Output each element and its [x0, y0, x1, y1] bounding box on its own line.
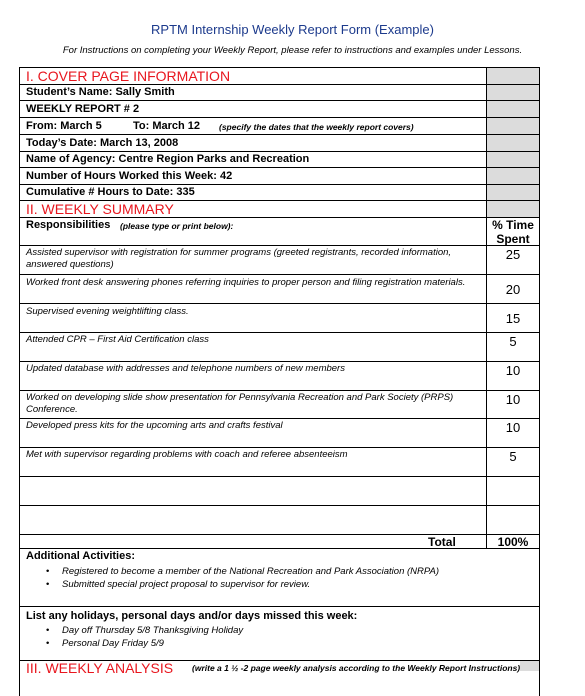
dates-note: (specify the dates that the weekly report covers)	[219, 122, 414, 132]
table-row	[20, 246, 539, 275]
table-row	[20, 391, 539, 419]
additional-activities-label: Additional Activities:	[26, 550, 135, 562]
table-row	[20, 362, 539, 391]
form-instructions: For Instructions on completing your Weekly Report, please refer to instructions and examples under Lessons.	[62, 45, 523, 56]
responsibility-text: Developed press kits for the upcoming arts and crafts festival	[26, 420, 283, 431]
responsibility-text: Updated database with addresses and telephone numbers of new members	[26, 363, 345, 374]
pct-value: 25	[505, 247, 521, 262]
responsibility-text: Met with supervisor regarding problems with coach and referee absenteeism	[26, 449, 348, 460]
list-item: • Personal Day Friday 5/9	[46, 637, 243, 650]
table-row	[20, 304, 539, 333]
responsibilities-label: Responsibilities	[26, 219, 111, 231]
total-value: 100%	[497, 535, 529, 549]
responsibility-text: Assisted supervisor with registration for summer programs (greeted registrants, recorded information, answered questions)	[26, 247, 452, 270]
list-item: • Day off Thursday 5/8 Thanksgiving Holiday	[46, 624, 243, 637]
additional-activities-list	[46, 565, 439, 591]
student-name-row	[20, 85, 539, 101]
table-row-empty	[20, 506, 539, 535]
pct-value: 5	[509, 449, 517, 464]
agency-name: Name of Agency: Centre Region Parks and Recreation	[26, 153, 310, 165]
table-row	[20, 333, 539, 362]
weekly-report-row	[20, 101, 539, 118]
from-date: From: March 5	[26, 120, 102, 132]
responsibility-text: Worked front desk answering phones referring inquiries to proper person and filing registration materials.	[26, 277, 466, 288]
form-title: RPTM Internship Weekly Report Form (Example)	[151, 22, 434, 37]
holidays-list	[46, 624, 243, 650]
summary-heading: II. WEEKLY SUMMARY	[26, 201, 174, 217]
analysis-heading: III. WEEKLY ANALYSIS	[26, 660, 174, 676]
responsibilities-note: (please type or print below):	[120, 221, 234, 231]
todays-date: Today’s Date: March 13, 2008	[26, 137, 179, 149]
responsibilities-header-row	[20, 218, 539, 246]
table-row	[20, 275, 539, 304]
holidays-label: List any holidays, personal days and/or days missed this week:	[26, 610, 358, 622]
summary-heading-row	[20, 201, 539, 218]
list-item: • Registered to become a member of the National Recreation and Park Association (NRPA)	[46, 565, 439, 578]
report-form	[19, 67, 540, 696]
responsibility-text: Supervised evening weightlifting class.	[26, 306, 189, 317]
cover-heading: I. COVER PAGE INFORMATION	[26, 68, 231, 84]
analysis-heading-row	[20, 661, 539, 696]
pct-value: 10	[505, 420, 521, 435]
agency-row	[20, 152, 539, 168]
list-item: • Submitted special project proposal to supervisor for review.	[46, 578, 439, 591]
weekly-report-number: WEEKLY REPORT # 2	[26, 103, 140, 115]
todays-date-row	[20, 135, 539, 152]
student-name: Student’s Name: Sally Smith	[26, 86, 175, 98]
to-date: To: March 12	[133, 120, 201, 132]
table-row	[20, 448, 539, 477]
table-row	[20, 419, 539, 448]
pct-value: 5	[509, 334, 517, 349]
additional-activities-box	[20, 549, 539, 607]
responsibility-text: Worked on developing slide show presentation for Pennsylvania Recreation and Park Society (PRPS) Conference.	[26, 392, 454, 415]
pct-header-line1: % Time	[492, 218, 534, 232]
hours-cumulative-row	[20, 185, 539, 201]
analysis-note: (write a 1 ½ -2 page weekly analysis according to the Weekly Report Instructions)	[192, 663, 521, 673]
hours-cumulative: Cumulative # Hours to Date: 335	[26, 186, 195, 198]
pct-value: 10	[505, 363, 521, 378]
pct-header-line2: Spent	[496, 232, 530, 246]
holidays-box	[20, 607, 539, 661]
cover-heading-row	[20, 68, 539, 85]
pct-value: 10	[505, 392, 521, 407]
total-row	[20, 535, 539, 549]
pct-value: 20	[505, 282, 521, 297]
hours-week: Number of Hours Worked this Week: 42	[26, 170, 233, 182]
hours-week-row	[20, 168, 539, 185]
responsibility-text: Attended CPR – First Aid Certification class	[26, 334, 209, 345]
total-label: Total	[428, 535, 456, 549]
table-row-empty	[20, 477, 539, 506]
pct-value: 15	[505, 311, 521, 326]
date-range-row	[20, 118, 539, 135]
